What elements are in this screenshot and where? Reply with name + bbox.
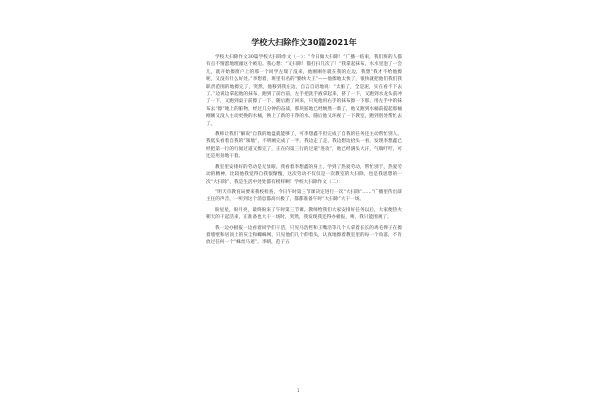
document-title: 学校大扫除作文30篇2021年 bbox=[251, 38, 357, 47]
paragraph: 我一边办板报一边看着同学们干活，只见马浩哲和王嘴浩等几个人拿着长长的鸡毛掸子在擦着墙壁和居顶上的灰尘和蜘蛛网，只见他们几个仰着头，认真地擦着教室里的每一个角落，不肯放过任何一个“蛛丝马迹”。李晴，范子五 bbox=[206, 225, 402, 246]
paragraph: 学校大扫除作文30篇学校大扫除作文（一）：“今日做大扫除！”广播一结束，我们班的人都有点不情愿地埋頭这个被迫。我心想：“又扫除！都打扫几次了！”我拿起抹布，水水里泡了一会儿，就开始擦窗户上的那一个同学左瑞了没来，他刚刚住就在我的左边，我想“我才不给他擦呢，又没有什么好处。”李想着，班里有名的“勤快大王”——他擦地太快了，很快就把他们我们我职责范围的地擦完了，突然，他移到我左边，自言自语地说：“太脏了，全是泥，实在看不下去了。”边说边拿起他的抹布，跑到了前台前，左手把洗手液拿起来，挤了一下，又跑到水龙头前冲了一下，又跑到桌子前擦了一下，随后跑了回来，只见他用右手的抹布擦一下那，用左手中的抹布去“擦”地上的脏物，经过几分钟的奋战，那块脏地已经焕然一新了，他又跑到水桶前提起那桶刚刚又没人主动更换的水桶，换上了新的干净的水。随后他又环视了一下教室，跑到别处帮忙去了。 bbox=[206, 55, 402, 127]
paragraph: 盼星星，盼月亮，最终盼来了午时第三节课。教师给我们大家安排好任务以后，大家便热火朝天的干起活来，正准备也大干一场时，突然，我发现我还得办板报，唉，我只能围观了。 bbox=[206, 207, 402, 221]
paragraph: 教室里安排好的劳动是无显眼。我看着李想鑫的身上，学到了热爱劳动，帮忙别于，热爱劳动的精神，比较他我觉得自我很惭愧，这次劳动不仅仅是一次教室的大扫除，也是我思想的一次“大扫除”，我是生活中处处都有榜样啊！学校大扫除作文（二）： bbox=[206, 164, 402, 185]
paragraph: 教师让我们“解说”自我的地盘就能够了，可李想鑫不但完成了自我的任务还主动帮忙别人。我低头看着自我的“领地”，不明刚完成了一半，我边走了走，我边想边拾头一看，发现李想鑫已经把第一行的行间过道又擦完了，正在向第三行的过道“进攻”，他已经满头大汗，气喘吁吁，可还是用劲地干着。 bbox=[206, 132, 402, 160]
page-number: 1 bbox=[297, 388, 300, 393]
document-body bbox=[206, 38, 402, 394]
paragraph: “明天市教育局要来我校检查，今日午时第三节课决定进行一次“大扫除”……”广播里传出薛主任的声音，一听到这个消息都高兴极了，都都准备午时“大扫除”大干一场。 bbox=[206, 189, 402, 203]
